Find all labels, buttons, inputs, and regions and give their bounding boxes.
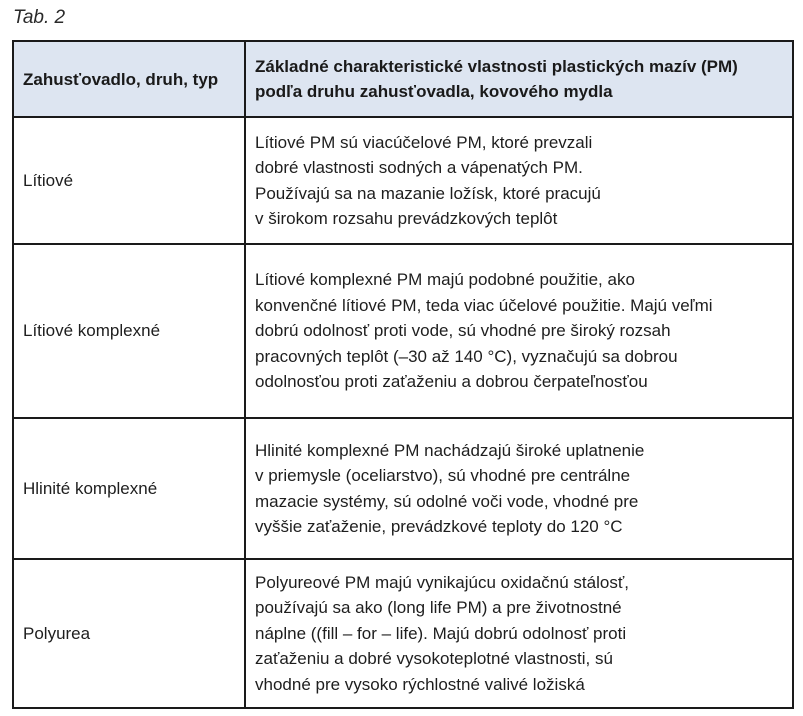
table-row bbox=[13, 559, 793, 708]
header-properties: Základné charakteristické vlastnosti plastických mazív (PM) podľa druhu zahusťovadla, kovového mydla bbox=[245, 41, 793, 117]
table-caption: Tab. 2 bbox=[13, 7, 66, 28]
thickener-type-cell: Hlinité komplexné bbox=[13, 418, 245, 559]
table-row bbox=[13, 418, 793, 559]
table-row bbox=[13, 244, 793, 418]
thickener-type-cell: Lítiové komplexné bbox=[13, 244, 245, 418]
properties-cell: Polyureové PM majú vynikajúcu oxidačnú stálosť, používajú sa ako (long life PM) a pre životnostné náplne ((fill – for – life). Majú dobrú odolnosť proti zaťaženiu a dobré vysokoteplotné vlastnosti, sú vhodné pre vysoko rýchlostné valivé ložiská bbox=[245, 559, 793, 708]
properties-cell: Lítiové PM sú viacúčelové PM, ktoré prevzali dobré vlastnosti sodných a vápenatých PM. Používajú sa na mazanie ložísk, ktoré pracujú v širokom rozsahu prevádzkových teplôt bbox=[245, 117, 793, 244]
properties-cell: Hlinité komplexné PM nachádzajú široké uplatnenie v priemysle (oceliarstvo), sú vhodné pre centrálne mazacie systémy, sú odolné voči vode, vhodné pre vyššie zaťaženie, prevádzkové teploty do 120 °C bbox=[245, 418, 793, 559]
table-row bbox=[13, 117, 793, 244]
table-header-row bbox=[13, 41, 793, 117]
properties-cell: Lítiové komplexné PM majú podobné použitie, ako konvenčné lítiové PM, teda viac účelové použitie. Majú veľmi dobrú odolnosť proti vode, sú vhodné pre široký rozsah pracovných teplôt (–30 až 140 °C), vyznačujú sa dobrou odolnosťou proti zaťaženiu a dobrou čerpateľnosťou bbox=[245, 244, 793, 418]
header-thickener-type: Zahusťovadlo, druh, typ bbox=[13, 41, 245, 117]
grease-properties-table bbox=[12, 40, 794, 709]
thickener-type-cell: Polyurea bbox=[13, 559, 245, 708]
thickener-type-cell: Lítiové bbox=[13, 117, 245, 244]
